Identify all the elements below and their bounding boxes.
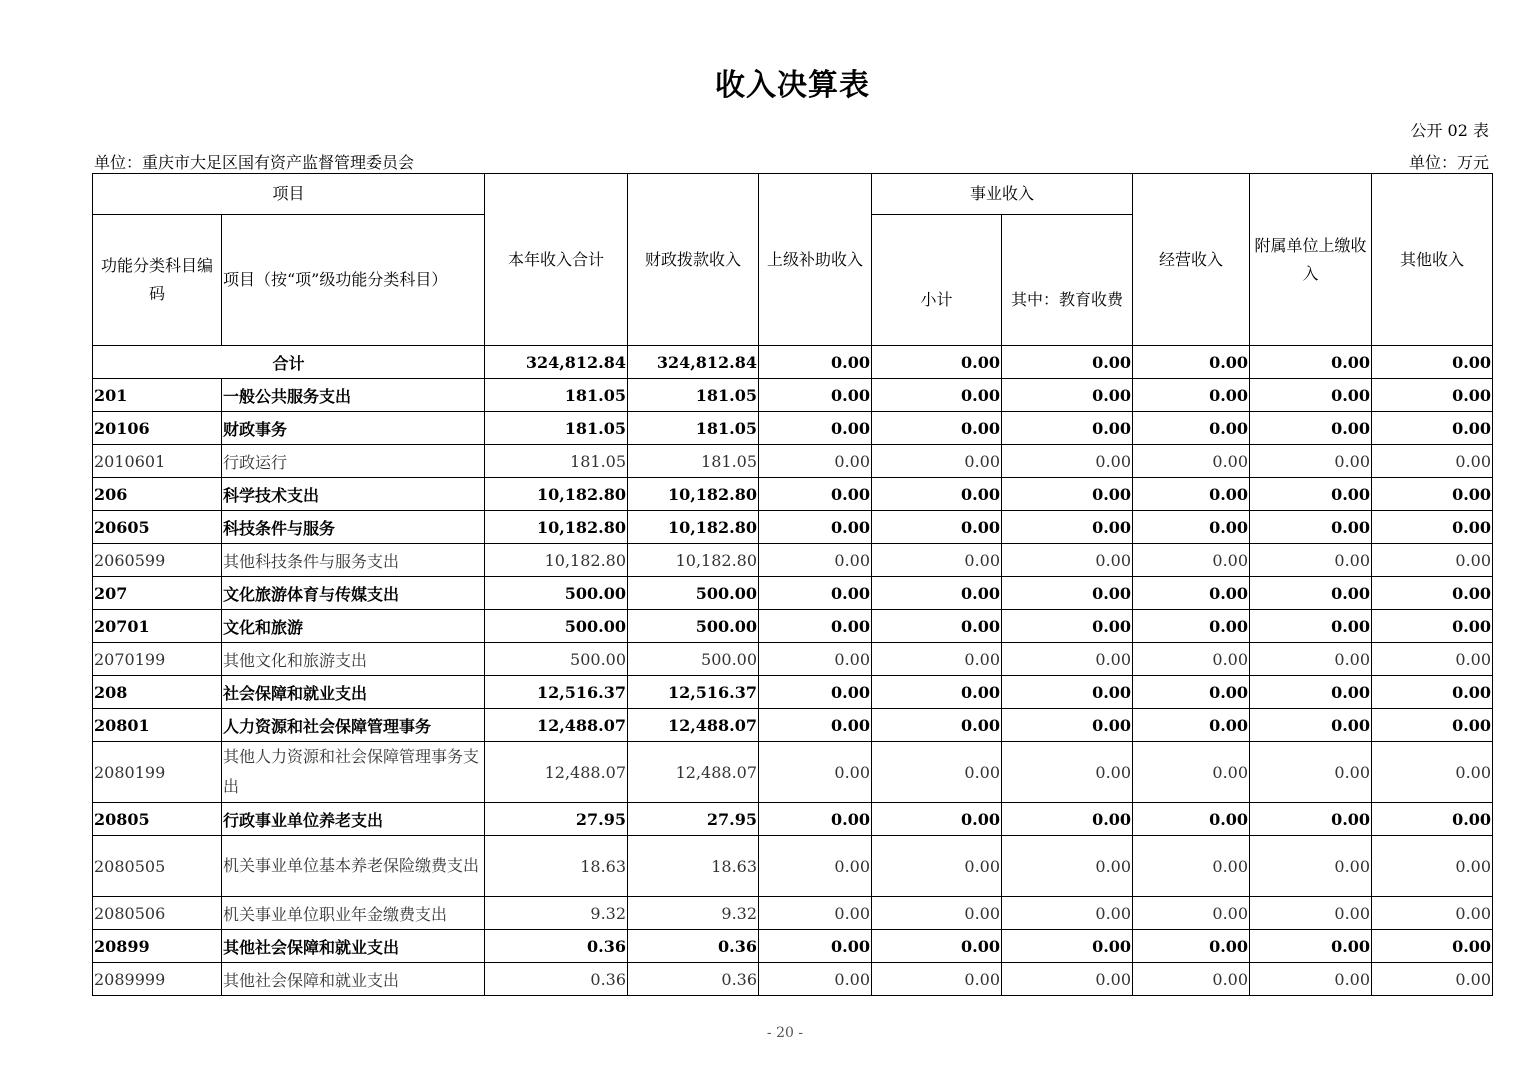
row-value: 0.00 [1133,963,1250,996]
row-value: 0.00 [1002,478,1133,511]
row-value: 0.00 [1250,803,1372,836]
row-value: 0.00 [1002,544,1133,577]
row-value: 0.00 [872,445,1002,478]
header-other-income: 其他收入 [1372,174,1493,346]
row-value: 0.00 [1372,803,1493,836]
row-value: 12,488.07 [485,742,628,803]
table-row [93,742,1493,803]
page-title: 收入决算表 [715,68,870,103]
row-value: 0.00 [1250,897,1372,930]
row-code: 2089999 [93,963,222,996]
row-value: 0.00 [872,511,1002,544]
row-value: 0.00 [1372,709,1493,742]
row-value: 0.00 [1002,742,1133,803]
row-value: 0.00 [872,577,1002,610]
table-row [93,709,1493,742]
row-value: 0.00 [872,676,1002,709]
row-value: 0.00 [759,643,872,676]
row-value: 27.95 [485,803,628,836]
page-number: - 20 - [766,1025,804,1041]
table-row [93,836,1493,897]
row-value: 12,488.07 [628,742,759,803]
row-value: 500.00 [628,577,759,610]
row-value: 0.00 [1372,676,1493,709]
row-value: 181.05 [628,445,759,478]
row-value: 0.00 [759,897,872,930]
table-row [93,643,1493,676]
row-value: 500.00 [628,610,759,643]
row-value: 0.00 [872,379,1002,412]
row-value: 18.63 [628,836,759,897]
row-value: 0.00 [1250,346,1372,379]
row-name: 其他社会保障和就业支出 [222,930,485,963]
row-value: 0.00 [1002,577,1133,610]
table-row [93,963,1493,996]
row-value: 0.00 [1002,511,1133,544]
row-value: 10,182.80 [485,544,628,577]
row-value: 0.00 [872,803,1002,836]
row-name: 机关事业单位基本养老保险缴费支出 [222,836,485,897]
row-code: 2070199 [93,643,222,676]
table-row [93,577,1493,610]
row-value: 0.00 [759,478,872,511]
row-value: 0.00 [872,709,1002,742]
header-function-code: 功能分类科目编码 [93,215,222,346]
row-value: 0.00 [1372,930,1493,963]
row-value: 0.00 [1002,709,1133,742]
header-project-group: 项目 [93,174,485,215]
row-value: 0.00 [1372,836,1493,897]
row-value: 0.00 [1250,742,1372,803]
row-value: 0.00 [872,346,1002,379]
row-value: 0.00 [1002,930,1133,963]
row-value: 0.00 [759,709,872,742]
row-value: 500.00 [485,643,628,676]
row-code: 208 [93,676,222,709]
row-value: 0.00 [1250,963,1372,996]
row-value: 500.00 [485,610,628,643]
row-code: 2010601 [93,445,222,478]
row-value: 10,182.80 [628,511,759,544]
row-value: 0.00 [1133,897,1250,930]
row-value: 0.00 [759,511,872,544]
row-value: 500.00 [628,643,759,676]
row-value: 10,182.80 [485,511,628,544]
table-row [93,544,1493,577]
row-value: 0.00 [1250,445,1372,478]
row-value: 18.63 [485,836,628,897]
row-code: 20605 [93,511,222,544]
row-value: 0.00 [759,742,872,803]
row-name: 其他社会保障和就业支出 [222,963,485,996]
row-value: 10,182.80 [628,478,759,511]
table-row [93,478,1493,511]
row-value: 9.32 [485,897,628,930]
row-name: 机关事业单位职业年金缴费支出 [222,897,485,930]
row-value: 0.00 [1372,577,1493,610]
row-value: 12,488.07 [628,709,759,742]
row-value: 0.00 [759,963,872,996]
header-total-income: 本年收入合计 [485,174,628,346]
row-value: 0.00 [759,445,872,478]
row-value: 500.00 [485,577,628,610]
table-row [93,676,1493,709]
row-value: 0.00 [1133,803,1250,836]
table-row [93,445,1493,478]
row-name: 行政事业单位养老支出 [222,803,485,836]
row-value: 324,812.84 [485,346,628,379]
row-value: 0.00 [1250,709,1372,742]
row-value: 0.00 [1250,930,1372,963]
row-code: 20106 [93,412,222,445]
row-value: 0.00 [1133,511,1250,544]
row-value: 181.05 [628,412,759,445]
row-value: 0.00 [1372,445,1493,478]
table-body [93,346,1493,996]
row-value: 0.00 [1250,511,1372,544]
row-value: 0.00 [1372,742,1493,803]
row-value: 27.95 [628,803,759,836]
row-value: 0.00 [1250,676,1372,709]
row-value: 0.00 [759,379,872,412]
header-subtotal: 小计 [872,215,1002,346]
table-row [93,379,1493,412]
row-value: 0.00 [1250,643,1372,676]
row-code: 2080506 [93,897,222,930]
income-final-accounts-table [92,173,1493,996]
row-value: 181.05 [485,412,628,445]
row-value: 0.00 [759,803,872,836]
row-value: 0.00 [1250,544,1372,577]
row-value: 0.36 [485,930,628,963]
row-code: 20801 [93,709,222,742]
row-value: 0.00 [872,643,1002,676]
row-value: 0.00 [1133,643,1250,676]
row-value: 0.00 [1372,379,1493,412]
row-name: 其他科技条件与服务支出 [222,544,485,577]
table-row [93,930,1493,963]
row-value: 0.00 [1133,544,1250,577]
row-code: 20701 [93,610,222,643]
row-value: 0.00 [1372,511,1493,544]
row-value: 0.00 [1002,412,1133,445]
row-code: 2080505 [93,836,222,897]
row-name: 行政运行 [222,445,485,478]
row-value: 0.00 [1372,412,1493,445]
row-name: 其他文化和旅游支出 [222,643,485,676]
row-value: 12,516.37 [628,676,759,709]
row-value: 0.00 [759,577,872,610]
reporting-unit: 单位：重庆市大足区国有资产监督管理委员会 [94,153,415,172]
row-value: 0.00 [872,412,1002,445]
row-value: 0.00 [1002,897,1133,930]
row-value: 0.00 [872,963,1002,996]
row-value: 0.00 [1002,445,1133,478]
row-value: 12,488.07 [485,709,628,742]
row-value: 0.00 [1250,577,1372,610]
row-value: 0.00 [1002,963,1133,996]
row-value: 0.00 [1250,379,1372,412]
row-value: 0.00 [1133,742,1250,803]
row-name: 科技条件与服务 [222,511,485,544]
header-affiliated-income: 附属单位上缴收入 [1250,174,1372,346]
row-code: 20805 [93,803,222,836]
row-value: 0.00 [1372,478,1493,511]
row-value: 0.00 [1133,445,1250,478]
row-value: 9.32 [628,897,759,930]
row-value: 0.00 [759,676,872,709]
row-value: 0.00 [1133,836,1250,897]
row-value: 181.05 [485,379,628,412]
row-value: 0.00 [1002,803,1133,836]
currency-unit: 单位：万元 [1408,153,1489,172]
row-value: 0.00 [1133,610,1250,643]
row-value: 0.00 [1372,610,1493,643]
row-value: 0.00 [1250,610,1372,643]
row-value: 0.00 [1133,709,1250,742]
row-name: 一般公共服务支出 [222,379,485,412]
header-business-income-group: 事业收入 [872,174,1133,215]
row-name: 财政事务 [222,412,485,445]
row-code: 206 [93,478,222,511]
form-code: 公开 02 表 [1410,121,1489,140]
row-value: 0.00 [872,836,1002,897]
row-value: 0.00 [872,930,1002,963]
row-value: 0.00 [1002,643,1133,676]
row-value: 0.00 [1133,346,1250,379]
row-value: 0.00 [872,478,1002,511]
row-value: 10,182.80 [628,544,759,577]
row-value: 0.00 [1133,577,1250,610]
row-value: 0.00 [759,544,872,577]
header-education-fees: 其中：教育收费 [1002,215,1133,346]
row-name: 文化和旅游 [222,610,485,643]
row-value: 181.05 [628,379,759,412]
row-value: 0.00 [759,412,872,445]
row-value: 0.00 [1250,836,1372,897]
row-value: 0.00 [1372,897,1493,930]
row-code: 201 [93,379,222,412]
table-row [93,803,1493,836]
row-name: 科学技术支出 [222,478,485,511]
table-row [93,897,1493,930]
row-code: 2060599 [93,544,222,577]
row-value: 0.36 [628,963,759,996]
row-value: 0.00 [1133,379,1250,412]
row-value: 0.00 [759,930,872,963]
row-value: 0.00 [759,836,872,897]
row-value: 0.00 [1250,478,1372,511]
table-row [93,412,1493,445]
row-value: 12,516.37 [485,676,628,709]
row-value: 181.05 [485,445,628,478]
row-value: 0.00 [1133,930,1250,963]
row-value: 0.00 [1372,963,1493,996]
row-name: 文化旅游体育与传媒支出 [222,577,485,610]
row-code: 20899 [93,930,222,963]
row-name: 其他人力资源和社会保障管理事务支出 [222,742,485,803]
total-row [93,346,1493,379]
row-value: 10,182.80 [485,478,628,511]
row-value: 0.00 [1002,610,1133,643]
row-value: 0.00 [1133,412,1250,445]
row-value: 0.36 [628,930,759,963]
row-value: 0.00 [872,544,1002,577]
row-name: 人力资源和社会保障管理事务 [222,709,485,742]
row-value: 0.00 [1372,346,1493,379]
row-code: 207 [93,577,222,610]
row-value: 0.36 [485,963,628,996]
row-value: 0.00 [872,610,1002,643]
table-row [93,511,1493,544]
header-project-name: 项目（按“项”级功能分类科目） [222,215,485,346]
row-name: 社会保障和就业支出 [222,676,485,709]
row-value: 0.00 [1372,544,1493,577]
table-header [93,174,1493,346]
row-label: 合计 [93,346,485,379]
row-value: 324,812.84 [628,346,759,379]
row-value: 0.00 [1002,379,1133,412]
row-value: 0.00 [759,346,872,379]
row-value: 0.00 [1002,836,1133,897]
row-value: 0.00 [759,610,872,643]
row-code: 2080199 [93,742,222,803]
header-superior-subsidy: 上级补助收入 [759,174,872,346]
row-value: 0.00 [872,742,1002,803]
header-fiscal-allocation: 财政拨款收入 [628,174,759,346]
row-value: 0.00 [1250,412,1372,445]
row-value: 0.00 [1002,676,1133,709]
row-value: 0.00 [1372,643,1493,676]
row-value: 0.00 [1002,346,1133,379]
header-operating-income: 经营收入 [1133,174,1250,346]
table-row [93,610,1493,643]
row-value: 0.00 [872,897,1002,930]
row-value: 0.00 [1133,478,1250,511]
row-value: 0.00 [1133,676,1250,709]
